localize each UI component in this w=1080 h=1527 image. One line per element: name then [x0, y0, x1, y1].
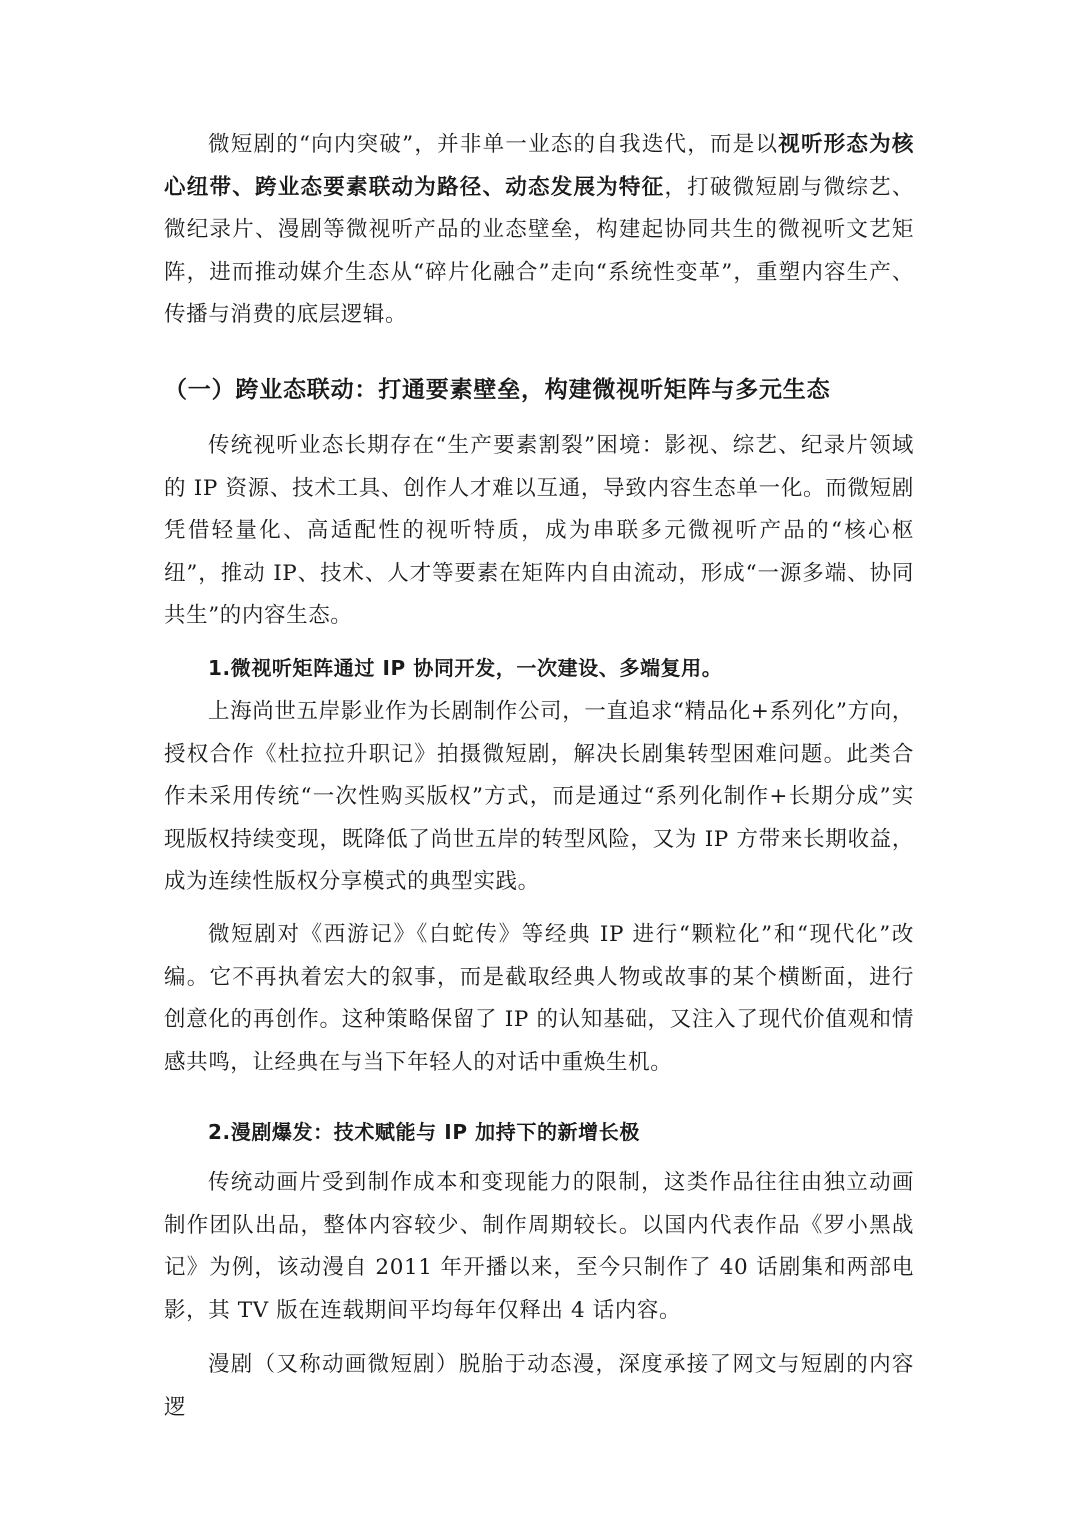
subsection2-paragraph-1: 传统动画片受到制作成本和变现能力的限制，这类作品往往由独立动画制作团队出品，整体内容较少、制作周期较长。以国内代表作品《罗小黑战记》为例，该动漫自 2011 年开播以来，至今只制作了 40 话剧集和两部电影，其 TV 版在连载期间平均每年仅释出 4 话内容。 — [164, 1170, 914, 1323]
intro-text-1: 微短剧的“向内突破”，并非单一业态的自我迭代，而是以 — [208, 132, 779, 157]
section-heading-1: （一）跨业态联动：打通要素壁垒，构建微视听矩阵与多元生态 — [164, 377, 831, 403]
subsection1-paragraph-2: 微短剧对《西游记》《白蛇传》等经典 IP 进行“颗粒化”和“现代化”改编。它不再执着宏大的叙事，而是截取经典人物或故事的某个横断面，进行创意化的再创作。这种策略保留了 IP 的认知基础，又注入了现代价值观和情感共鸣，让经典在与当下年轻人的对话中重焕生机。 — [164, 922, 914, 1075]
intro-bold-text: 视听形态为核心纽带、跨业态要素联动为路径、动态发展为特征 — [164, 132, 914, 200]
subsection1-paragraph-1: 上海尚世五岸影业作为长剧制作公司，一直追求“精品化+系列化”方向，授权合作《杜拉拉升职记》拍摄微短剧，解决长剧集转型困难问题。此类合作未采用传统“一次性购买版权”方式，而是通过“系列化制作+长期分成”实现版权持续变现，既降低了尚世五岸的转型风险，又为 IP 方带来长期收益，成为连续性版权分享模式的典型实践。 — [164, 699, 914, 894]
intro-text-2: ，打破微短剧与微综艺、微纪录片、漫剧等微视听产品的业态壁垒，构建起协同共生的微视听文艺矩阵，进而推动媒介生态从“碎片化融合”走向“系统性变革”，重塑内容生产、传播与消费的底层逻辑。 — [164, 174, 915, 327]
subsection-heading-1: 1.微视听矩阵通过 IP 协同开发，一次建设、多端复用。 — [208, 656, 723, 680]
intro-paragraph — [164, 124, 914, 337]
section1-paragraph: 传统视听业态长期存在“生产要素割裂”困境：影视、综艺、纪录片领域的 IP 资源、技术工具、创作人才难以互通，导致内容生态单一化。而微短剧凭借轻量化、高适配性的视听特质，成为串联多元微视听产品的“核心枢纽”，推动 IP、技术、人才等要素在矩阵内自由流动，形成“一源多端、协同共生”的内容生态。 — [164, 433, 914, 628]
subsection-heading-2: 2.漫剧爆发：技术赋能与 IP 加持下的新增长极 — [208, 1120, 640, 1144]
subsection2-paragraph-2: 漫剧（又称动画微短剧）脱胎于动态漫，深度承接了网文与短剧的内容逻 — [164, 1352, 914, 1420]
